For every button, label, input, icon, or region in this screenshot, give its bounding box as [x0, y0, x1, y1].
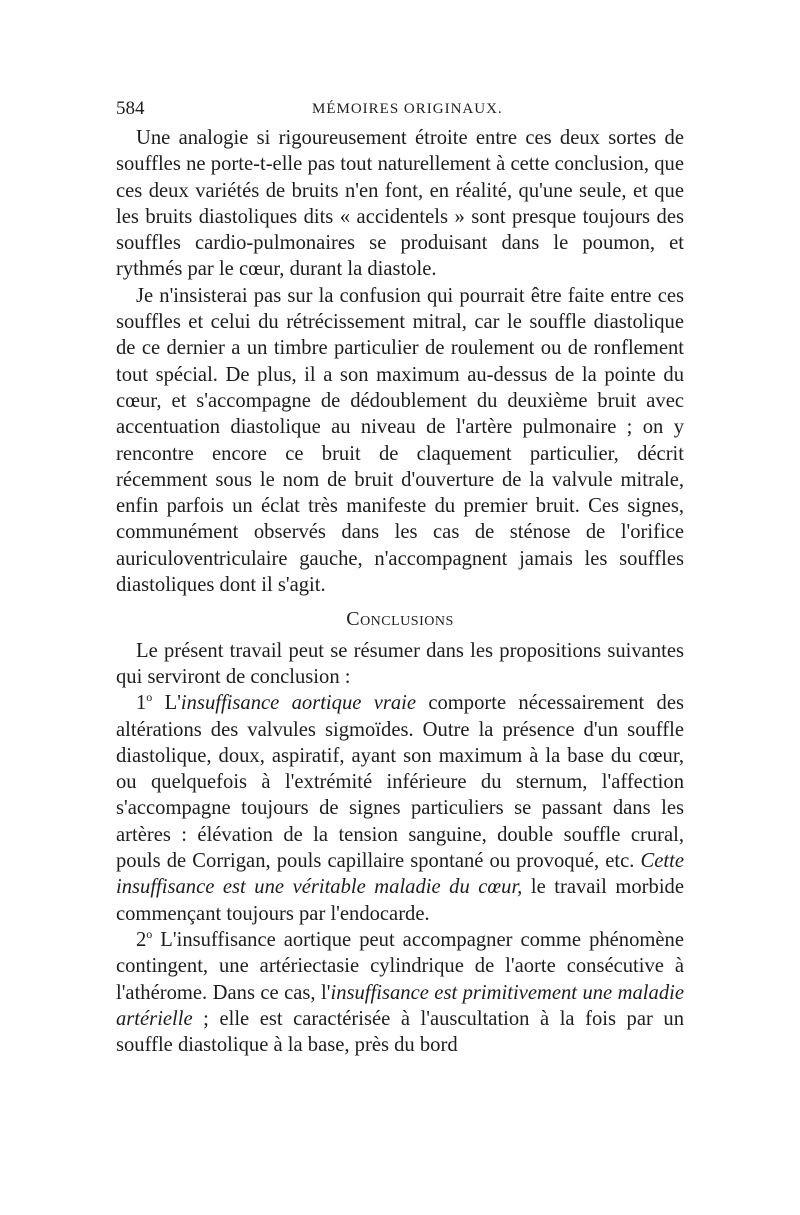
running-title: MÉMOIRES ORIGINAUX. [312, 101, 503, 117]
paragraph-conclusion-intro: Le présent travail peut se résumer dans les propositions suivantes qui serviront de conclusion : [116, 639, 684, 688]
book-page [116, 93, 684, 1058]
text-run: L' [152, 692, 181, 715]
ordinal-mark: o [146, 927, 153, 942]
paragraph-conclusion-2 [116, 927, 684, 1058]
text-run: le travail morbide commençant toujours par l'endocarde. [116, 876, 684, 925]
page-number: 584 [116, 98, 145, 119]
page-header [116, 93, 684, 125]
ordinal-mark: o [146, 690, 153, 705]
section-heading-conclusions: Conclusions [346, 608, 454, 631]
text-run: ; elle est caractérisée à l'auscultation à la fois par un souffle diastolique à la base, près du bord [116, 1007, 684, 1057]
text-run: L'insuffisance aortique peut accompagner comme phénomène contingent, une artériectasie cylindrique de l'aorte consécutive à l'athérome. Dans ce cas, l' [116, 928, 684, 1004]
paragraph-retrecissement-mitral: Je n'insisterai pas sur la confusion qui pourrait être faite entre ces souffles et celui du rétrécissement mitral, car le souffle diastolique de ce dernier a un timbre particulier de roulement ou de ronflement tout spécial. De plus, il a son maximum au-dessus de la pointe du cœur, et s'accompagne de dédoublement du deuxième bruit avec accentuation diastolique au niveau de l'artère pulmonaire ; on y rencontre encore ce bruit de claquement particulier, décrit récemment sous le nom de bruit d'ouverture de la valvule mitrale, enfin parfois un éclat très manifeste du premier bruit. Ces signes, communément observés dans les cas de sténose de l'orifice auriculoventriculaire gauche, n'accompagnent jamais les souffles diastoliques dont il s'agit. [116, 284, 684, 597]
text-run: comporte nécessairement des altérations des valvules sigmoïdes. Outre la présence d'un souffle diastolique, doux, aspiratif, ayant son maximum à la base du cœur, ou quelquefois à l'extrémité inférieure du sternum, l'affection s'accompagne toujours de signes particuliers se passant dans les artères : élévation de la tension sanguine, double souffle crural, pouls de Corrigan, pouls capillaire spontané ou provoqué, etc. [116, 692, 684, 873]
paragraph-analogie: Une analogie si rigoureusement étroite entre ces deux sortes de souffles ne porte-t-elle pas tout naturellement à cette conclusion, que ces deux variétés de bruits n'en font, en réalité, qu'une seule, et que les bruits diastoliques dits « accidentels » sont presque toujours des souffles cardio-pulmonaires se produisant dans le poumon, et rythmés par le cœur, durant la diastole. [116, 127, 684, 281]
item-number: 2 [136, 928, 147, 951]
italic-emphasis: insuffisance aortique vraie [180, 692, 417, 715]
item-number: 1 [136, 692, 147, 715]
paragraph-conclusion-1 [116, 690, 684, 927]
italic-emphasis: insuffisance est primitivement une maladie artérielle [116, 981, 684, 1030]
italic-emphasis: Cette insuffisance est une véritable maladie du cœur, [116, 850, 684, 899]
